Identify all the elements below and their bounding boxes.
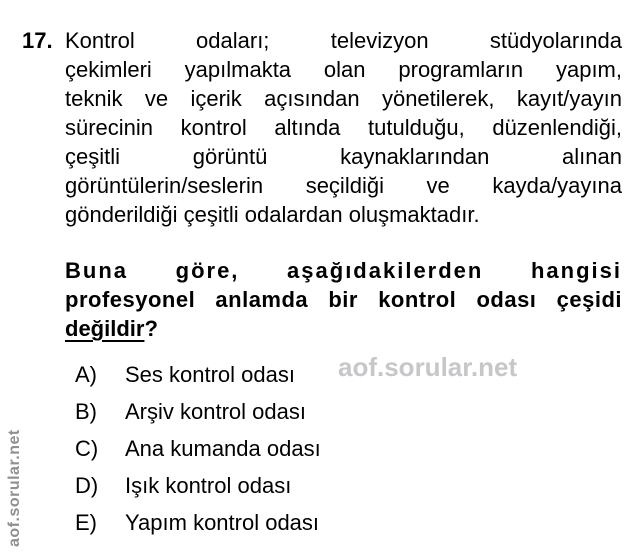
option-letter: A) [75,362,97,387]
question-stem-line [65,314,622,343]
option-row-a[interactable] [75,364,555,386]
option-text: Işık kontrol odası [125,473,292,498]
question-body-line: görüntülerin/seslerin seçildiği ve kayda/yayına [65,173,622,198]
stem-question-mark: ? [144,316,158,341]
option-row-c[interactable] [75,438,555,460]
question-stem [65,256,622,343]
option-letter: E) [75,510,97,535]
question-body-line: Kontrol odaları; televizyon stüdyolarında [65,28,622,53]
option-text: Ses kontrol odası [125,362,295,387]
question-body-line: gönderildiği çeşitli odalardan oluşmaktadır. [65,202,480,227]
option-letter: C) [75,436,99,461]
question-number: 17. [22,28,53,53]
question-body-line: teknik ve içerik açısından yönetilerek, kayıt/yayın [65,86,622,111]
option-row-b[interactable] [75,401,555,423]
stem-keyword-underlined: değildir [65,316,145,341]
options-list [75,364,555,549]
question-body [65,26,622,229]
question-body-line: çekimleri yapılmakta olan programların yapım, [65,57,622,82]
option-text: Yapım kontrol odası [125,510,320,535]
option-row-d[interactable] [75,475,555,497]
option-text: Arşiv kontrol odası [125,399,306,424]
question-stem-line: Buna göre, aşağıdakilerden hangisi [65,258,622,283]
option-text: Ana kumanda odası [125,436,321,461]
question-stem-line: profesyonel anlamda bir kontrol odası çeşidi [65,287,622,312]
option-row-e[interactable] [75,512,555,534]
question-body-line: çeşitli görüntü kaynaklarından alınan [65,144,622,169]
watermark-horizontal: aof.sorular.net [338,352,518,382]
question-text-column [65,26,622,343]
option-letter: B) [75,399,97,424]
question-body-line: sürecinin kontrol altında tutulduğu, düzenlendiği, [65,115,622,140]
option-letter: D) [75,473,99,498]
watermark-vertical: aof.sorular.net [6,429,23,547]
